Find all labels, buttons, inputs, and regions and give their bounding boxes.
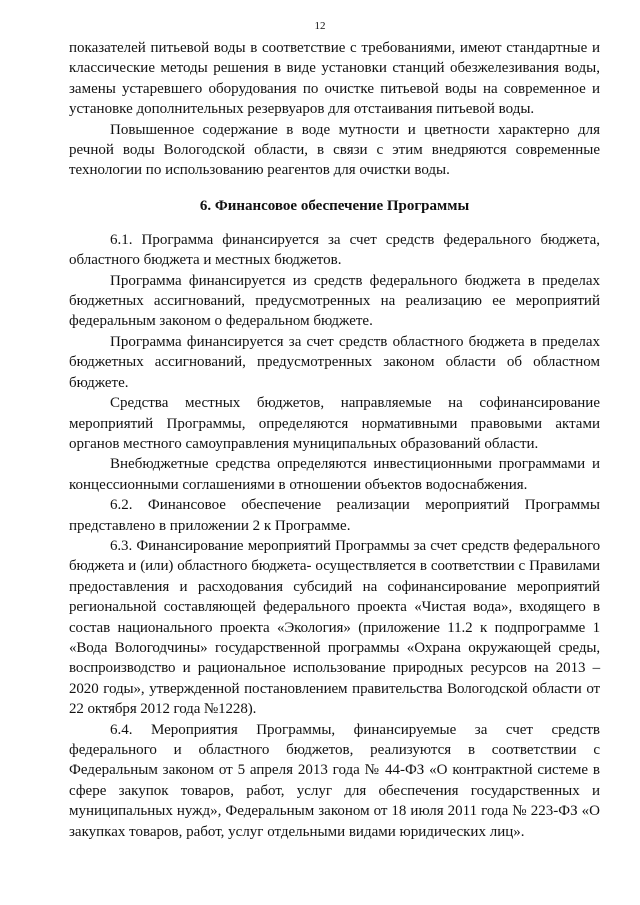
paragraph-6-2: 6.2. Финансовое обеспечение реализации мероприятий Программы представлено в приложении 2 к Программе. <box>69 497 600 534</box>
section-heading: 6. Финансовое обеспечение Программы <box>199 197 470 214</box>
page-number: 12 <box>314 20 326 32</box>
paragraph-intro-continuation: показателей питьевой воды в соответствие с требованиями, имеют стандартные и классические методы решения в виде установки станций обезжелезивания воды, замены устаревшего оборудования по очистке питьевой воды на современное и установке дополнительных резервуаров для отстаивания питьевой воды. <box>69 40 600 118</box>
paragraph-6-4: 6.4. Мероприятия Программы, финансируемые за счет средств федерального и областного бюджетов, реализуются в соответствии с Федеральным законом от 5 апреля 2013 года № 44-ФЗ «О контрактной системе в сфере закупок товаров, работ, услуг для обеспечения государственных и муниципальных нужд», Федеральным законом от 18 июля 2011 года № 223-ФЗ «О закупках товаров, работ, услуг отдельными видами юридических лиц». <box>69 721 600 840</box>
page-content <box>69 38 600 842</box>
paragraph-turbidity: Повышенное содержание в воде мутности и цветности характерно для речной воды Вологодской области, в связи с этим внедряются современные технологии по использованию реагентов для очистки воды. <box>69 121 600 179</box>
paragraph-extrabudgetary: Внебюджетные средства определяются инвестиционными программами и концессионными соглашениями в отношении объектов водоснабжения. <box>69 456 600 493</box>
paragraph-local-budgets: Средства местных бюджетов, направляемые на софинансирование мероприятий Программы, определяются нормативными правовыми актами органов местного самоуправления муниципальных образований области. <box>69 395 600 452</box>
paragraph-6-1: 6.1. Программа финансируется за счет средств федерального бюджета, областного бюджета и местных бюджетов. <box>69 231 600 269</box>
paragraph-federal-budget: Программа финансируется из средств федерального бюджета в пределах бюджетных ассигнований, предусмотренных на реализацию ее мероприятий федеральным законом о федеральном бюджете. <box>69 272 600 330</box>
paragraph-6-3: 6.3. Финансирование мероприятий Программы за счет средств федерального бюджета и (или) областного бюджета- осуществляется в соответствии с Правилами предоставления и расходования субсидий на софинансирование мероприятий региональной составляющей федерального проекта «Чистая вода», входящего в состав национального проекта «Экология» (приложение 11.2 к подпрограмме 1 «Вода Вологодчины» государственной программы «Охрана окружающей среды, воспроизводство и рациональное использование природных ресурсов на 2013 – 2020 годы», утвержденной постановлением правительства Вологодской области от 22 октября 2012 года №1228). <box>69 537 600 718</box>
paragraph-regional-budget: Программа финансируется за счет средств областного бюджета в пределах бюджетных ассигнований, предусмотренных законом области об областном бюджете. <box>69 333 600 391</box>
